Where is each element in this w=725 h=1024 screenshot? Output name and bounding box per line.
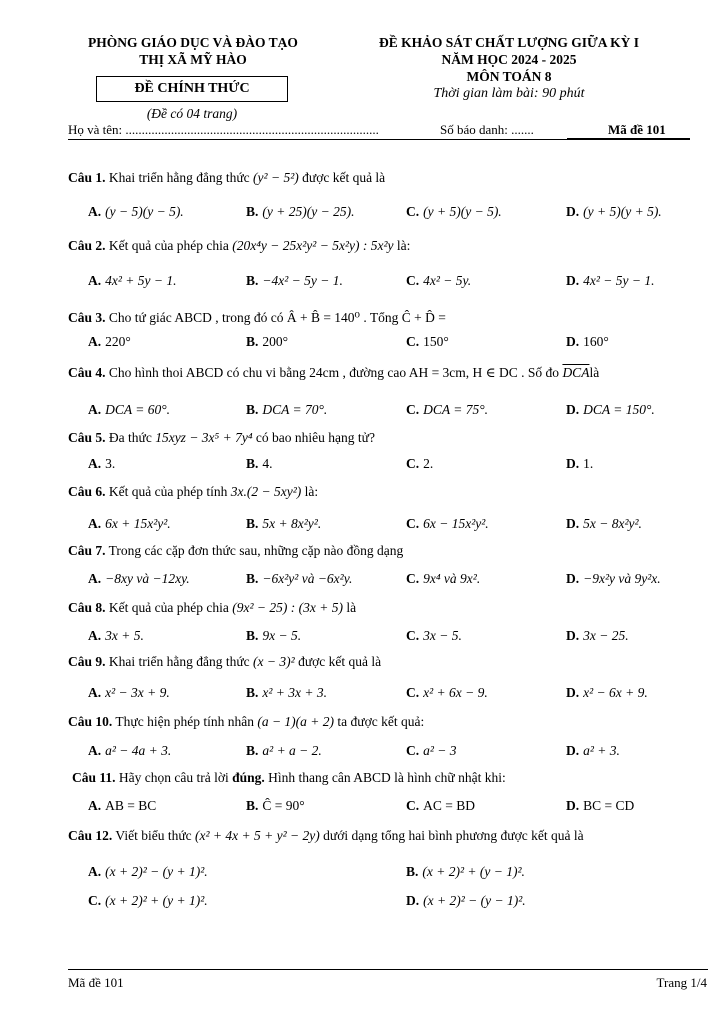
q4-option-c[interactable]: C. DCA = 75°. (406, 402, 489, 417)
question-2: Câu 2. Kết quả của phép chia (20x⁴y − 25x²y² − 5x²y) : 5x²y là: (68, 238, 411, 253)
q1-option-c[interactable]: C. (y + 5)(y − 5). (406, 204, 502, 219)
q12-option-a[interactable]: A. (x + 2)² − (y + 1)². (88, 864, 208, 879)
q1-option-d[interactable]: D. (y + 5)(y + 5). (566, 204, 662, 219)
q2-option-a[interactable]: A. 4x² + 5y − 1. (88, 273, 177, 288)
question-4: Câu 4. Cho hình thoi ABCD có chu vi bằng 24cm , đường cao AH = 3cm, H ∈ DC . Số đo $\overline{DCA}là$ (68, 365, 600, 380)
q1-option-a[interactable]: A. (y − 5)(y − 5). (88, 204, 184, 219)
q3-option-c[interactable]: C. 150° (406, 334, 449, 349)
time-limit: Thời gian làm bài: 90 phút (433, 86, 585, 101)
subject: MÔN TOÁN 8 (466, 69, 552, 84)
q4-option-d[interactable]: D. DCA = 150°. (566, 402, 655, 417)
q3-option-d[interactable]: D. 160° (566, 334, 609, 349)
q11-option-a[interactable]: A. AB = BC (88, 798, 157, 813)
question-3: Câu 3. Cho tứ giác ABCD , trong đó có Â + B̂ = 140⁰ . Tổng Ĉ + D̂ = (68, 310, 446, 325)
exam-code: Mã đề 101 (608, 122, 666, 137)
q5-option-d[interactable]: D. 1. (566, 456, 594, 471)
footer-divider (68, 969, 708, 970)
header-right (350, 34, 668, 103)
question-10: Câu 10. Thực hiện phép tính nhân (a − 1)(a + 2) ta được kết quả: (68, 714, 425, 729)
q8-option-b[interactable]: B. 9x − 5. (246, 628, 302, 643)
question-9: Câu 9. Khai triển hằng đẳng thức (x − 3)² được kết quả là (68, 654, 382, 669)
question-8: Câu 8. Kết quả của phép chia (9x² − 25) : (3x + 5) là (68, 600, 357, 615)
question-5: Câu 5. Đa thức 15xyz − 3x⁵ + 7y⁴ có bao nhiêu hạng tử? (68, 430, 375, 445)
q9-option-d[interactable]: D. x² − 6x + 9. (566, 685, 648, 700)
q6-option-a[interactable]: A. 6x + 15x²y². (88, 516, 171, 531)
school-year: NĂM HỌC 2024 - 2025 (441, 52, 577, 67)
q2-option-c[interactable]: C. 4x² − 5y. (406, 273, 472, 288)
town-name: THỊ XÃ MỸ HÀO (139, 52, 247, 67)
q10-option-b[interactable]: B. a² + a − 2. (246, 743, 322, 758)
question-6: Câu 6. Kết quả của phép tính 3x.(2 − 5xy²) là: (68, 484, 319, 499)
q3-option-b[interactable]: B. 200° (246, 334, 289, 349)
q5-option-b[interactable]: B. 4. (246, 456, 273, 471)
q11-option-d[interactable]: D. BC = CD (566, 798, 635, 813)
q10-option-d[interactable]: D. a² + 3. (566, 743, 620, 758)
q12-option-d[interactable]: D. (x + 2)² − (y − 1)². (406, 893, 526, 908)
q7-option-a[interactable]: A. −8xy và −12xy. (88, 571, 190, 586)
q9-option-b[interactable]: B. x² + 3x + 3. (246, 685, 328, 700)
question-7: Câu 7. Trong các cặp đơn thức sau, những cặp nào đồng dạng (68, 543, 404, 558)
q10-option-c[interactable]: C. a² − 3 (406, 743, 457, 758)
q2-option-b[interactable]: B. −4x² − 5y − 1. (246, 273, 343, 288)
footer-exam-code: Mã đề 101 (68, 975, 124, 990)
department-name: PHÒNG GIÁO DỤC VÀ ĐÀO TẠO (88, 35, 298, 50)
q7-option-d[interactable]: D. −9x²y và 9y²x. (566, 571, 661, 586)
q5-option-a[interactable]: A. 3. (88, 456, 116, 471)
q12-option-b[interactable]: B. (x + 2)² + (y − 1)². (406, 864, 525, 879)
q6-option-c[interactable]: C. 6x − 15x²y². (406, 516, 489, 531)
q8-option-a[interactable]: A. 3x + 5. (88, 628, 144, 643)
q4-option-a[interactable]: A. DCA = 60°. (88, 402, 171, 417)
q7-option-c[interactable]: C. 9x⁴ và 9x². (406, 571, 481, 586)
question-1: Câu 1. Khai triển hằng đẳng thức (y² − 5²) được kết quả là (68, 170, 386, 185)
q12-option-c[interactable]: C. (x + 2)² + (y + 1)². (88, 893, 208, 908)
q8-option-c[interactable]: C. 3x − 5. (406, 628, 462, 643)
q4-option-b[interactable]: B. DCA = 70°. (246, 402, 328, 417)
q7-option-b[interactable]: B. −6x²y² và −6x²y. (246, 571, 353, 586)
header-left (62, 34, 324, 68)
q11-option-b[interactable]: B. Ĉ = 90° (246, 798, 305, 813)
student-name-field[interactable]: Họ và tên: .............................................................................. (68, 122, 379, 137)
q9-option-a[interactable]: A. x² − 3x + 9. (88, 685, 170, 700)
exam-title: ĐỀ KHẢO SÁT CHẤT LƯỢNG GIỮA KỲ I (379, 35, 639, 50)
question-12: Câu 12. Viết biểu thức (x² + 4x + 5 + y² − 2y) dưới dạng tổng hai bình phương được kết quả là (68, 828, 584, 843)
q10-option-a[interactable]: A. a² − 4a + 3. (88, 743, 172, 758)
q5-option-c[interactable]: C. 2. (406, 456, 434, 471)
q6-option-d[interactable]: D. 5x − 8x²y². (566, 516, 642, 531)
q11-option-c[interactable]: C. AC = BD (406, 798, 475, 813)
candidate-number-field[interactable]: Số báo danh: ....... (440, 122, 534, 137)
q8-option-d[interactable]: D. 3x − 25. (566, 628, 629, 643)
page-number: Trang 1/4 (656, 975, 707, 990)
q3-option-a[interactable]: A. 220° (88, 334, 131, 349)
q1-option-b[interactable]: B. (y + 25)(y − 25). (246, 204, 355, 219)
pages-note: (Đề có 04 trang) (146, 106, 238, 121)
info-divider-thick (567, 138, 690, 140)
q2-option-d[interactable]: D. 4x² − 5y − 1. (566, 273, 655, 288)
official-badge: ĐỀ CHÍNH THỨC (96, 76, 288, 102)
question-11: Câu 11. Hãy chọn câu trả lời đúng. Hình thang cân ABCD là hình chữ nhật khi: (72, 770, 506, 785)
q9-option-c[interactable]: C. x² + 6x − 9. (406, 685, 488, 700)
q6-option-b[interactable]: B. 5x + 8x²y². (246, 516, 322, 531)
